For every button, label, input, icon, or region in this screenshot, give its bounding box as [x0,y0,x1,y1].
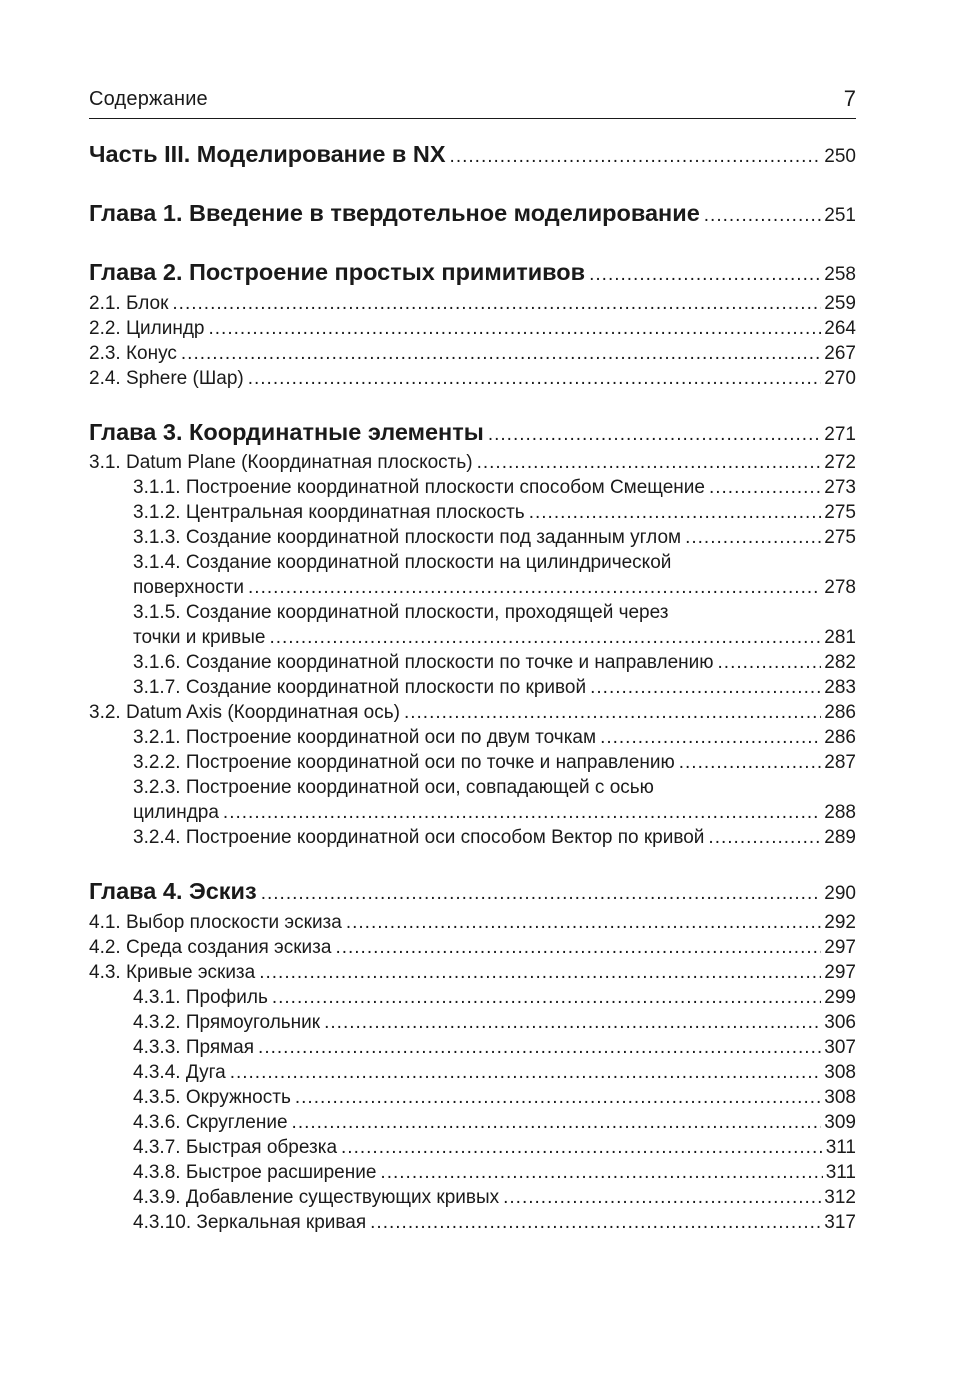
toc-label: точки и кривые [133,627,266,648]
leader-dots [477,450,822,475]
toc-label: 4.2. Среда создания эскиза [89,937,332,958]
toc-label: 4.3.2. Прямоугольник [133,1012,321,1033]
toc-page: 317 [824,1212,856,1233]
leader-dots [679,750,822,775]
leader-dots [181,341,821,366]
toc-label: 4.3.9. Добавление существующих кривых [133,1187,500,1208]
toc-section-3-2[interactable] [89,700,856,725]
toc-page: 275 [824,527,856,548]
toc-label: 3.2.4. Построение координатной оси способом Вектор по кривой [133,827,705,848]
toc-label: 4.3.3. Прямая [133,1037,255,1058]
toc-label: 3.2.1. Построение координатной оси по двум точкам [133,727,597,748]
toc-label: Часть III. Моделирование в NX [89,141,446,167]
toc-section-3-1-2[interactable] [89,500,856,525]
toc-section-3-2-3[interactable] [89,800,856,825]
toc-page: 297 [824,962,856,983]
leader-dots [324,1010,821,1035]
toc-page: 297 [824,937,856,958]
toc-part-3[interactable] [89,139,856,172]
toc-label: 3.1. Datum Plane (Координатная плоскость) [89,452,473,473]
toc-page: 307 [824,1037,856,1058]
toc-label: 4.3.4. Дуга [133,1062,226,1083]
toc-section-3-1-4-line1[interactable]: 3.1.4. Создание координатной плоскости на цилиндрической [133,552,672,573]
toc-page: 311 [825,1137,856,1158]
toc-section-3-1-5-line1[interactable]: 3.1.5. Создание координатной плоскости, проходящей через [133,602,669,623]
leader-dots [488,420,821,450]
page-header [89,84,856,119]
toc-page: 273 [824,477,856,498]
leader-dots [259,960,821,985]
toc-section-3-2-2[interactable] [89,750,856,775]
toc-label: 2.4. Sphere (Шар) [89,368,244,389]
toc-label: 4.3.10. Зеркальная кривая [133,1212,367,1233]
toc-page: 311 [825,1162,856,1183]
toc-section-4-3-6[interactable] [89,1110,856,1135]
toc-page: 251 [824,205,856,226]
toc-section-4-3-3[interactable] [89,1035,856,1060]
toc-page: 286 [824,702,856,723]
leader-dots [380,1160,822,1185]
toc-page: 289 [824,827,856,848]
toc-chapter-3[interactable] [89,417,856,450]
toc-page: 283 [824,677,856,698]
leader-dots [295,1085,821,1110]
leader-dots [208,316,821,341]
toc-page: 308 [824,1062,856,1083]
leader-dots [503,1185,821,1210]
toc-label: Глава 4. Эскиз [89,878,257,904]
toc-page: 312 [824,1187,856,1208]
leader-dots [704,201,822,231]
leader-dots [292,1110,822,1135]
leader-dots [685,525,821,550]
leader-dots [335,935,821,960]
toc-section-3-1-3[interactable] [89,525,856,550]
toc-section-2-3[interactable] [89,341,856,366]
leader-dots [230,1060,822,1085]
toc-page: 271 [824,424,856,445]
toc-section-3-2-3-line1[interactable]: 3.2.3. Построение координатной оси, совпадающей с осью [133,777,654,798]
leader-dots [261,879,822,909]
leader-dots [258,1035,821,1060]
toc-section-3-1-6[interactable] [89,650,856,675]
leader-dots [589,260,821,290]
leader-dots [708,825,821,850]
toc-page: 250 [824,146,856,167]
toc-section-4-3-2[interactable] [89,1010,856,1035]
toc-label: 3.1.7. Создание координатной плоскости по кривой [133,677,587,698]
toc-label: Глава 2. Построение простых примитивов [89,259,586,285]
toc-section-4-3-4[interactable] [89,1060,856,1085]
toc-chapter-2[interactable] [89,257,856,290]
toc-section-2-2[interactable] [89,316,856,341]
toc-page: 308 [824,1087,856,1108]
toc-label: 2.2. Цилиндр [89,318,205,339]
toc-page: 306 [824,1012,856,1033]
toc-section-4-3-1[interactable] [89,985,856,1010]
toc-label: 4.3.1. Профиль [133,987,268,1008]
toc-section-4-2[interactable] [89,935,856,960]
toc-page: 309 [824,1112,856,1133]
leader-dots [248,575,821,600]
toc-page: 292 [824,912,856,933]
leader-dots [269,625,821,650]
toc-page: 278 [824,577,856,598]
leader-dots [346,910,821,935]
leader-dots [600,725,821,750]
toc-section-4-3-9[interactable] [89,1185,856,1210]
leader-dots [370,1210,821,1235]
toc-page: 290 [824,883,856,904]
toc-page: 267 [824,343,856,364]
toc-label: Глава 1. Введение в твердотельное моделирование [89,200,700,226]
running-title: Содержание [89,88,208,110]
leader-dots [223,800,821,825]
toc-section-4-3-5[interactable] [89,1085,856,1110]
page-number: 7 [843,86,856,111]
toc-page: 282 [824,652,856,673]
toc-section-3-1-5[interactable] [89,625,856,650]
toc-label: Глава 3. Координатные элементы [89,419,484,445]
toc-section-3-1[interactable] [89,450,856,475]
leader-dots [248,366,822,391]
toc-label: 4.3.5. Окружность [133,1087,291,1108]
toc-label: 2.3. Конус [89,343,177,364]
toc-page: 258 [824,264,856,285]
toc-label: 2.1. Блок [89,293,169,314]
toc-label: 4.3.8. Быстрое расширение [133,1162,377,1183]
toc-page: 287 [824,752,856,773]
toc-section-2-4[interactable] [89,366,856,391]
leader-dots [718,650,822,675]
leader-dots [341,1135,823,1160]
toc-section-3-2-1[interactable] [89,725,856,750]
toc-page: 288 [824,802,856,823]
toc-page: 281 [824,627,856,648]
toc-chapter-4[interactable] [89,876,856,909]
toc-page: 270 [824,368,856,389]
toc-section-2-1[interactable] [89,291,856,316]
toc-label: 3.2. Datum Axis (Координатная ось) [89,702,400,723]
leader-dots [172,291,821,316]
leader-dots [709,475,821,500]
leader-dots [404,700,821,725]
toc-page: 299 [824,987,856,1008]
toc-label: 3.1.6. Создание координатной плоскости по точке и направлению [133,652,714,673]
toc-label: цилиндра [133,802,219,823]
toc-label: 3.1.3. Создание координатной плоскости под заданным углом [133,527,682,548]
toc-section-4-3-8[interactable] [89,1160,856,1185]
toc-label: 3.1.1. Построение координатной плоскости способом Смещение [133,477,705,498]
toc-page: 259 [824,293,856,314]
leader-dots [529,500,822,525]
leader-dots [272,985,821,1010]
toc-section-3-2-4[interactable] [89,825,856,850]
toc-label: 3.1.2. Центральная координатная плоскость [133,502,525,523]
toc-section-4-3[interactable] [89,960,856,985]
toc-chapter-1[interactable] [89,198,856,231]
toc-section-3-1-1[interactable] [89,475,856,500]
toc-section-4-3-10[interactable] [89,1210,856,1235]
toc-section-4-3-7[interactable] [89,1135,856,1160]
toc-label: 4.1. Выбор плоскости эскиза [89,912,342,933]
toc-section-4-1[interactable] [89,910,856,935]
toc-page: 286 [824,727,856,748]
toc-label: поверхности [133,577,245,598]
toc-page: 264 [824,318,856,339]
toc-label: 4.3.6. Скругление [133,1112,288,1133]
leader-dots [590,675,821,700]
toc-section-3-1-4[interactable] [89,575,856,600]
toc-page: 275 [824,502,856,523]
leader-dots [450,142,822,172]
toc-section-3-1-7[interactable] [89,675,856,700]
toc-label: 3.2.2. Построение координатной оси по точке и направлению [133,752,675,773]
toc-label: 4.3.7. Быстрая обрезка [133,1137,338,1158]
toc-page: 272 [824,452,856,473]
toc-label: 4.3. Кривые эскиза [89,962,256,983]
